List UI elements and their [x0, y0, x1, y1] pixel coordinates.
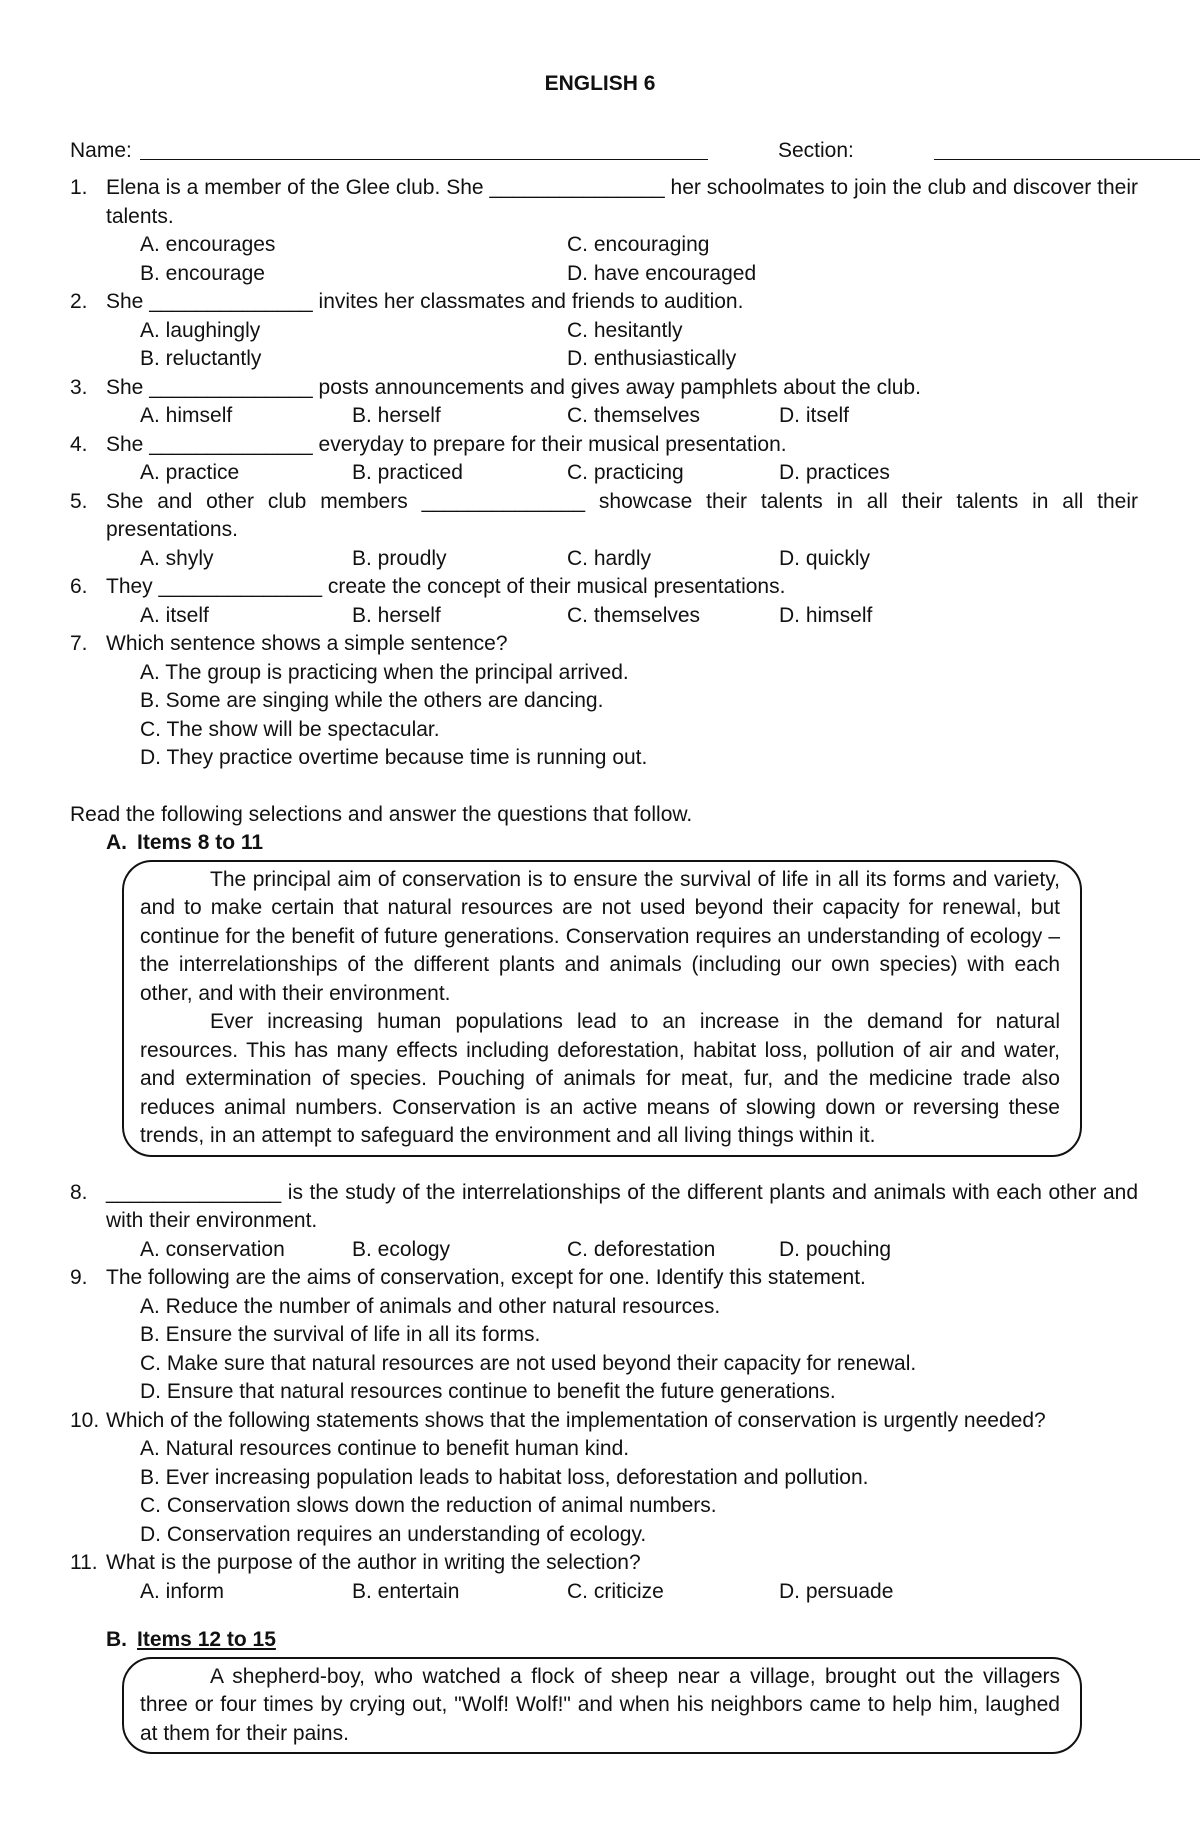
answer-option[interactable]: A. Reduce the number of animals and other natural resources. — [140, 1294, 721, 1318]
question-number: 10. — [70, 1408, 100, 1432]
options-row — [70, 317, 1138, 346]
question-item — [70, 1179, 1138, 1236]
answer-option[interactable]: C. hardly — [567, 546, 652, 570]
options-row — [70, 402, 1138, 431]
answer-option[interactable]: B. Ensure the survival of life in all its forms. — [140, 1323, 541, 1346]
question-text: She ______________ invites her classmates and friends to audition. — [106, 290, 744, 313]
set-title: Items 12 to 15 — [137, 1628, 276, 1651]
name-label: Name: — [70, 139, 132, 162]
question-text: What is the purpose of the author in writing the selection? — [106, 1551, 641, 1574]
question-text: _______________ is the study of the interrelationships of the different plants and animals with each other and with their environment. — [106, 1180, 1138, 1232]
question-item — [70, 488, 1138, 545]
passage-paragraph: Ever increasing human populations lead to an increase in the demand for natural resources. This has many effects including deforestation, habitat loss, pollution of air and water, and extermination of species. Pouching of animals for meat, fur, and the medicine trade also reduces animal numbers. Conservation is an active means of slowing down or reversing these trends, in an attempt to safeguard the environment and all living things within it. — [140, 1010, 1060, 1147]
question-item — [70, 288, 1138, 317]
question-item — [70, 174, 1138, 231]
answer-option[interactable]: A. laughingly — [140, 318, 261, 342]
answer-option[interactable]: D. himself — [779, 603, 873, 627]
answer-option[interactable]: C. practicing — [567, 461, 684, 484]
question-text: Which of the following statements shows that the implementation of conservation is urgently needed? — [106, 1408, 1046, 1432]
answer-option[interactable]: D. persuade — [779, 1579, 894, 1603]
question-item — [70, 1264, 1138, 1293]
question-number: 2. — [70, 290, 88, 313]
answer-option[interactable]: D. Ensure that natural resources continue to benefit the future generations. — [140, 1380, 836, 1403]
question-item — [70, 1549, 1138, 1578]
question-item — [70, 630, 1138, 659]
question-number: 7. — [70, 632, 88, 655]
options-row — [70, 260, 1138, 289]
answer-option[interactable]: A. conservation — [140, 1237, 285, 1261]
set-letter: A. — [106, 831, 127, 854]
answer-option[interactable]: D. enthusiastically — [567, 347, 737, 370]
passage-paragraph: A shepherd-boy, who watched a flock of sheep near a village, brought out the villagers three or four times by crying out, "Wolf! Wolf!" and when his neighbors came to help him, laughed at them for their pains. — [140, 1664, 1060, 1745]
options-row — [70, 459, 1138, 488]
answer-option[interactable]: A. Natural resources continue to benefit human kind. — [140, 1437, 630, 1460]
question-item — [70, 1407, 1138, 1436]
answer-option[interactable]: C. hesitantly — [567, 318, 683, 342]
answer-option[interactable]: D. practices — [779, 461, 890, 484]
student-header — [70, 137, 1138, 167]
page-title: ENGLISH 6 — [544, 72, 656, 95]
question-number: 5. — [70, 489, 88, 513]
answer-option[interactable]: D. Conservation requires an understanding of ecology. — [140, 1522, 647, 1546]
options-row — [70, 545, 1138, 574]
answer-option[interactable]: A. encourages — [140, 233, 276, 256]
question-number: 9. — [70, 1266, 88, 1289]
question-text: Elena is a member of the Glee club. She _______________ her schoolmates to join the club and discover their talents. — [106, 176, 1138, 228]
answer-option[interactable]: C. deforestation — [567, 1237, 716, 1261]
question-number: 8. — [70, 1180, 88, 1204]
answer-option[interactable]: D. quickly — [779, 546, 871, 570]
answer-option[interactable]: B. practiced — [352, 461, 463, 484]
answer-option[interactable]: A. shyly — [140, 546, 214, 570]
answer-option[interactable]: C. Conservation slows down the reduction of animal numbers. — [140, 1494, 717, 1517]
options-row — [70, 1578, 1138, 1607]
instructions-text: Read the following selections and answer the questions that follow. — [70, 802, 693, 826]
options-row — [70, 602, 1138, 631]
answer-option[interactable]: A. itself — [140, 603, 209, 627]
passage-paragraph: The principal aim of conservation is to ensure the survival of life in all its forms and variety, and to make certain that natural resources are not used beyond their capacity for renewal, but continue for the benefit of future generations. Conservation requires an understanding of ecology – the interrelationships of the different plants and animals (including our own species) with each other, and with their environment. — [140, 867, 1060, 1005]
reading-passage-box — [122, 860, 1082, 1157]
answer-option[interactable]: B. Ever increasing population leads to habitat loss, deforestation and pollution. — [140, 1465, 869, 1489]
section-blank-line[interactable] — [934, 159, 1200, 160]
options-row — [70, 231, 1138, 260]
answer-option[interactable]: D. They practice overtime because time is running out. — [140, 746, 648, 769]
set-label — [70, 1626, 1138, 1655]
question-number: 1. — [70, 176, 88, 199]
question-item — [70, 431, 1138, 460]
answer-option[interactable]: C. Make sure that natural resources are not used beyond their capacity for renewal. — [140, 1351, 917, 1375]
worksheet-body — [70, 174, 1138, 1754]
answer-option[interactable]: A. inform — [140, 1579, 225, 1603]
reading-passage-box — [122, 1657, 1082, 1755]
answer-option[interactable]: A. himself — [140, 404, 233, 427]
answer-option[interactable]: C. themselves — [567, 603, 701, 627]
name-blank-line[interactable] — [140, 159, 708, 160]
section-label: Section: — [778, 139, 854, 162]
spacer — [70, 773, 1138, 801]
answer-option[interactable]: B. ecology — [352, 1237, 451, 1261]
spacer — [70, 1606, 1138, 1626]
set-letter: B. — [106, 1628, 127, 1651]
question-number: 3. — [70, 375, 88, 399]
answer-option[interactable]: B. reluctantly — [140, 347, 262, 370]
answer-option[interactable]: C. criticize — [567, 1579, 664, 1603]
question-text: The following are the aims of conservation, except for one. Identify this statement. — [106, 1266, 866, 1289]
answer-option[interactable]: B. entertain — [352, 1579, 460, 1603]
question-text: She ______________ everyday to prepare for their musical presentation. — [106, 432, 787, 456]
options-row — [70, 345, 1138, 374]
question-number: 4. — [70, 432, 88, 456]
answer-option[interactable]: B. herself — [352, 404, 441, 427]
set-label — [70, 829, 1138, 858]
question-text: Which sentence shows a simple sentence? — [106, 632, 508, 655]
question-text: She and other club members ______________ showcase their talents in all their talents in all their presentations. — [106, 489, 1138, 541]
question-number: 6. — [70, 575, 88, 598]
answer-option[interactable]: C. encouraging — [567, 233, 710, 256]
question-number: 11. — [70, 1551, 98, 1574]
question-text: They ______________ create the concept of their musical presentations. — [106, 575, 786, 598]
answer-option[interactable]: B. Some are singing while the others are dancing. — [140, 689, 604, 712]
answer-option[interactable]: D. pouching — [779, 1237, 892, 1261]
question-text: She ______________ posts announcements and gives away pamphlets about the club. — [106, 375, 921, 399]
question-item — [70, 573, 1138, 602]
answer-option[interactable]: A. The group is practicing when the principal arrived. — [140, 660, 629, 684]
set-title: Items 8 to 11 — [137, 831, 264, 854]
question-item — [70, 374, 1138, 403]
answer-option[interactable]: C. The show will be spectacular. — [140, 717, 440, 741]
answer-option[interactable]: D. itself — [779, 404, 850, 427]
spacer — [70, 1157, 1138, 1179]
answer-option[interactable]: B. proudly — [352, 546, 447, 570]
answer-option[interactable]: A. practice — [140, 461, 240, 484]
answer-option[interactable]: B. herself — [352, 603, 441, 627]
answer-option[interactable]: C. themselves — [567, 404, 701, 427]
options-row — [70, 1236, 1138, 1265]
answer-option[interactable]: D. have encouraged — [567, 261, 757, 285]
answer-option[interactable]: B. encourage — [140, 261, 265, 285]
